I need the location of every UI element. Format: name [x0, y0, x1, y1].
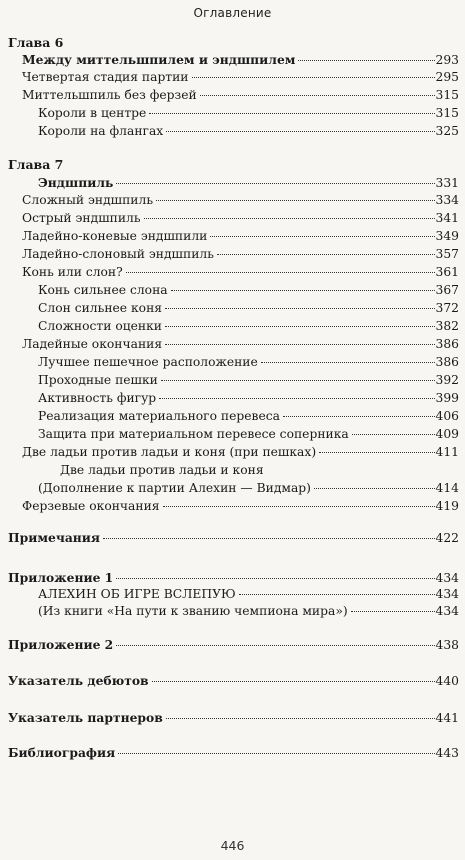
entry-page: 315 [435, 88, 459, 102]
toc-entry[interactable] [22, 193, 459, 208]
entry-page: 315 [435, 106, 459, 120]
toc-entry[interactable] [38, 427, 459, 442]
leader-dots [161, 380, 435, 381]
toc-entry[interactable] [22, 211, 459, 226]
leader-dots [210, 236, 434, 237]
entry-page: 295 [435, 70, 459, 84]
leader-dots [351, 611, 435, 612]
leader-dots [116, 183, 434, 184]
leader-dots [156, 200, 435, 201]
entry-title: Проходные пешки [38, 373, 158, 387]
entry-page: 434 [435, 571, 459, 585]
leader-dots [144, 218, 435, 219]
leader-dots [165, 326, 435, 327]
entry-title: Слон сильнее коня [38, 301, 163, 315]
entry-page: 406 [435, 409, 459, 423]
leader-dots [126, 272, 435, 273]
entry-page: 443 [435, 746, 459, 760]
leader-dots [352, 434, 435, 435]
entry-title: Короли на флангах [38, 124, 164, 138]
toc-entry[interactable] [22, 247, 459, 262]
entry-title: Лучшее пешечное расположение [38, 355, 258, 369]
entry-page: 392 [435, 373, 459, 387]
chapter-6-heading: Глава 6 [8, 35, 64, 50]
leader-dots [103, 538, 435, 539]
entry-page: 411 [435, 445, 459, 459]
leader-dots [217, 254, 435, 255]
toc-entry[interactable] [8, 570, 459, 586]
entry-page: 357 [435, 247, 459, 261]
entry-page: 331 [435, 176, 459, 190]
entry-page: 434 [435, 604, 459, 618]
entry-title: Сложный эндшпиль [22, 193, 154, 207]
leader-dots [200, 95, 435, 96]
leader-dots [166, 718, 435, 719]
entry-page: 440 [435, 674, 459, 688]
entry-page: 438 [435, 638, 459, 652]
toc-entry[interactable] [22, 445, 459, 460]
entry-title: Эндшпиль [38, 175, 114, 190]
entry-title: Активность фигур [38, 391, 157, 405]
leader-dots [116, 645, 434, 646]
toc-entry[interactable] [38, 355, 459, 370]
entry-page: 372 [435, 301, 459, 315]
toc-entry[interactable] [38, 409, 459, 424]
entry-title: Указатель дебютов [8, 673, 149, 688]
entry-title: Ферзевые окончания [22, 499, 160, 513]
entry-title: (Дополнение к партии Алехин — Видмар) [38, 481, 311, 495]
entry-page: 409 [435, 427, 459, 441]
toc-entry[interactable] [38, 481, 459, 496]
toc-entry[interactable] [22, 229, 459, 244]
entry-page: 422 [435, 531, 459, 545]
entry-title: Указатель партнеров [8, 710, 163, 725]
toc-entry[interactable] [38, 391, 459, 406]
toc-entry[interactable] [38, 106, 459, 121]
toc-entry[interactable] [38, 283, 459, 298]
leader-dots [319, 452, 434, 453]
toc-entry[interactable] [8, 530, 459, 546]
leader-dots [171, 290, 435, 291]
entry-title: Ладейные окончания [22, 337, 163, 351]
leader-dots [165, 308, 434, 309]
leader-dots [298, 60, 434, 61]
entry-title: Реализация материального перевеса [38, 409, 280, 423]
toc-entry[interactable] [38, 319, 459, 334]
entry-title: Конь или слон? [22, 265, 123, 279]
entry-page: 419 [435, 499, 459, 513]
leader-dots [166, 131, 434, 132]
toc-entry[interactable] [38, 301, 459, 316]
entry-page: 341 [435, 211, 459, 225]
entry-title: Четвертая стадия партии [22, 70, 189, 84]
toc-entry[interactable] [22, 70, 459, 85]
entry-page: 367 [435, 283, 459, 297]
leader-dots [149, 113, 434, 114]
entry-title: Короли в центре [38, 106, 147, 120]
entry-title: Миттельшпиль без ферзей [22, 88, 197, 102]
entry-page: 361 [435, 265, 459, 279]
leader-dots [239, 594, 435, 595]
leader-dots [152, 681, 435, 682]
leader-dots [163, 506, 435, 507]
toc-entry[interactable] [38, 124, 459, 139]
leader-dots [159, 398, 434, 399]
entry-page: 399 [435, 391, 459, 405]
entry-title: Ладейно-слоновый эндшпиль [22, 247, 214, 261]
running-head: Оглавление [193, 6, 272, 20]
toc-entry[interactable] [22, 265, 459, 280]
chapter-7-heading: Глава 7 [8, 157, 64, 172]
entry-page: 334 [435, 193, 459, 207]
toc-entry[interactable] [38, 604, 459, 619]
leader-dots [261, 362, 435, 363]
toc-entry[interactable] [8, 745, 459, 761]
toc-entry[interactable] [22, 499, 459, 514]
toc-entry[interactable] [22, 52, 459, 68]
entry-title: Конь сильнее слона [38, 283, 168, 297]
toc-entry[interactable] [22, 337, 459, 352]
entry-page: 434 [435, 587, 459, 601]
entry-title: (Из книги «На пути к званию чемпиона мира») [38, 604, 348, 618]
entry-page: 386 [435, 355, 459, 369]
toc-entry[interactable] [8, 673, 459, 689]
page-number: 446 [220, 838, 245, 853]
entry-page: 325 [435, 124, 459, 138]
entry-page: 293 [435, 53, 459, 67]
entry-page: 382 [435, 319, 459, 333]
toc-entry[interactable] [38, 175, 459, 191]
toc-entry[interactable] [38, 373, 459, 388]
entry-title: АЛЕХИН ОБ ИГРЕ ВСЛЕПУЮ [38, 587, 236, 601]
entry-page: 386 [435, 337, 459, 351]
entry-page: 349 [435, 229, 459, 243]
toc-entry-line[interactable]: Две ладьи против ладьи и коня [60, 463, 264, 477]
entry-title: Приложение 2 [8, 637, 114, 652]
leader-dots [116, 578, 434, 579]
entry-page: 414 [435, 481, 459, 495]
leader-dots [165, 344, 434, 345]
entry-title: Защита при материальном перевесе соперника [38, 427, 349, 441]
entry-title: Примечания [8, 530, 101, 545]
entry-title: Библиография [8, 745, 116, 760]
entry-title: Приложение 1 [8, 570, 114, 585]
leader-dots [192, 77, 435, 78]
entry-title: Две ладьи против ладьи и коня (при пешках) [22, 445, 317, 459]
toc-entry[interactable] [8, 710, 459, 726]
entry-page: 441 [435, 711, 459, 725]
leader-dots [314, 488, 435, 489]
toc-entry[interactable] [22, 88, 459, 103]
leader-dots [118, 753, 434, 754]
entry-title: Острый эндшпиль [22, 211, 141, 225]
toc-entry[interactable] [38, 587, 459, 602]
entry-title: Сложности оценки [38, 319, 162, 333]
entry-title: Ладейно-коневые эндшпили [22, 229, 208, 243]
entry-title: Между миттельшпилем и эндшпилем [22, 52, 296, 67]
toc-entry[interactable] [8, 637, 459, 653]
leader-dots [283, 416, 435, 417]
